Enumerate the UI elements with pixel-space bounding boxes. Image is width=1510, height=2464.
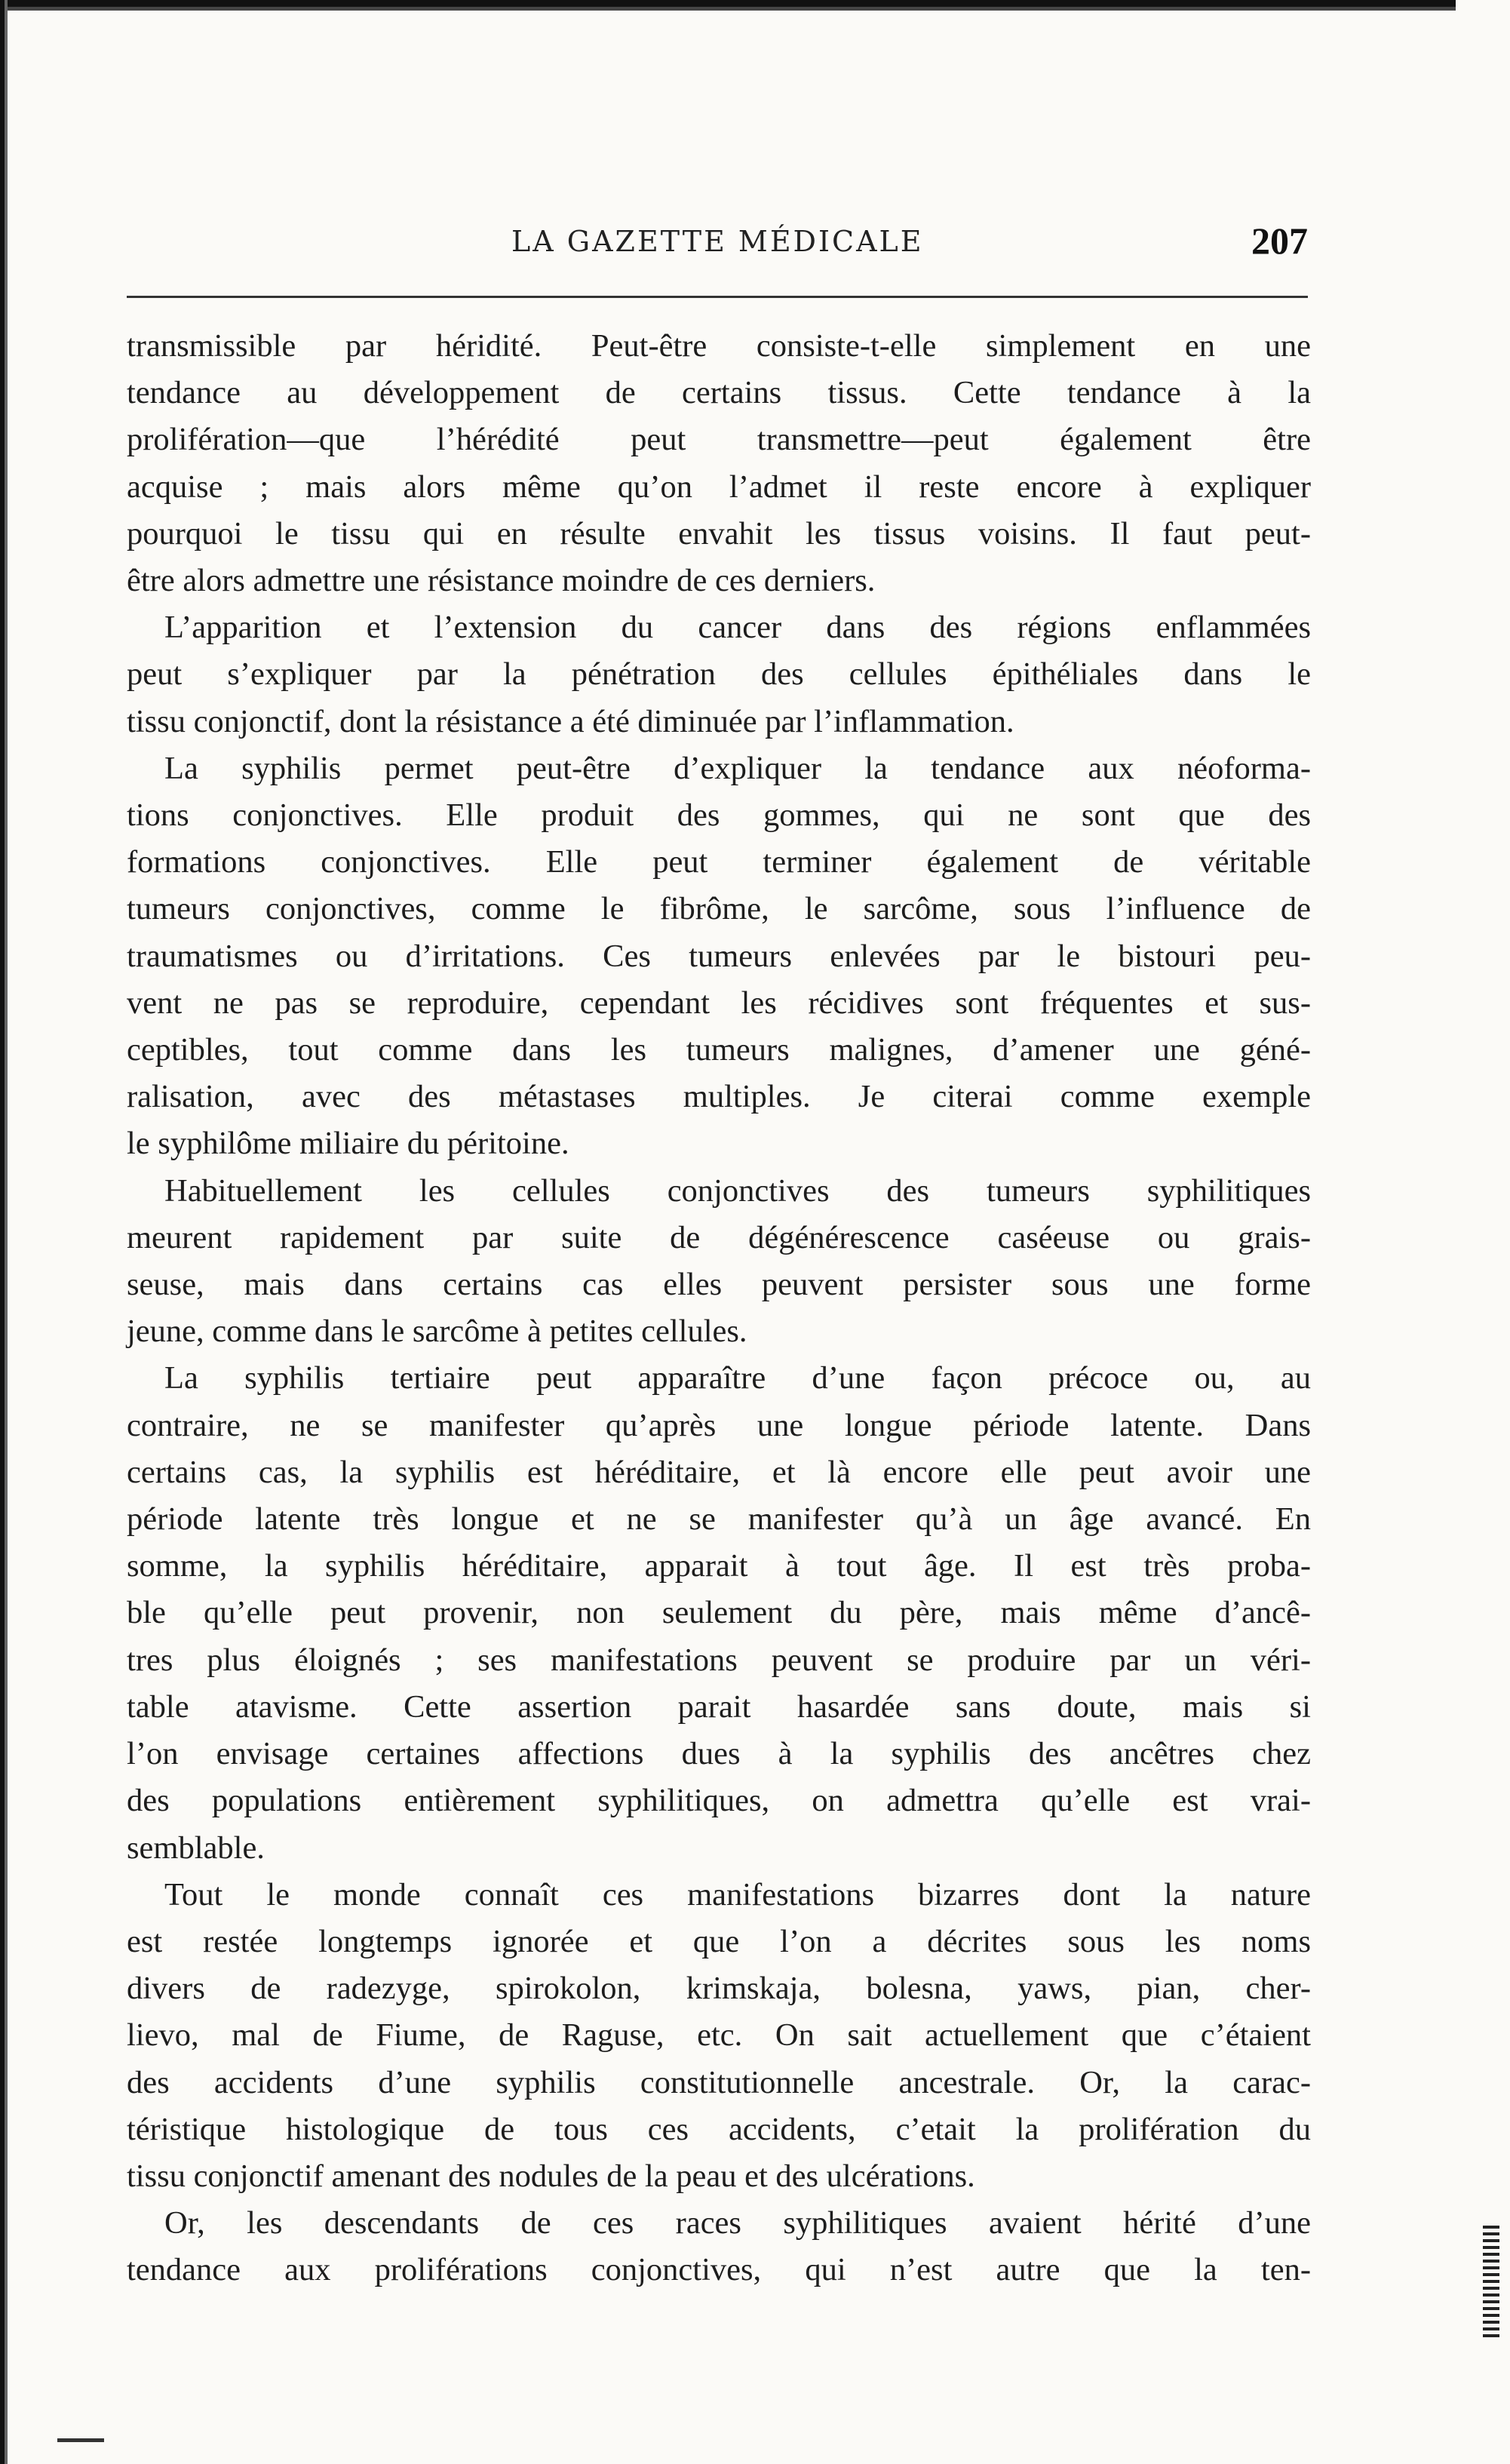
text-line: ceptibles, tout comme dans les tumeurs malignes, d’amener une géné- — [127, 1032, 1311, 1068]
scan-edge-top — [0, 0, 1456, 11]
text-line: peut s’expliquer par la pénétration des cellules épithéliales dans le — [127, 656, 1311, 693]
text-line: somme, la syphilis héréditaire, apparait à tout âge. Il est très proba- — [127, 1548, 1311, 1584]
text-line: vent ne pas se reproduire, cependant les récidives sont fréquentes et sus- — [127, 985, 1311, 1021]
text-line: divers de radezyge, spirokolon, krimskaja, bolesna, yaws, pian, cher- — [127, 1971, 1311, 2007]
text-line: des accidents d’une syphilis constitutionnelle ancestrale. Or, la carac- — [127, 2064, 1311, 2100]
page-number: 207 — [1251, 220, 1308, 262]
body-text — [127, 323, 1311, 2294]
header-rule — [127, 296, 1308, 298]
text-line: le syphilôme miliaire du péritoine. — [127, 1126, 569, 1162]
text-line: être alors admettre une résistance moindre de ces derniers. — [127, 563, 876, 599]
text-line: semblable. — [127, 1830, 265, 1866]
text-line: lievo, mal de Fiume, de Raguse, etc. On sait actuellement que c’étaient — [127, 2017, 1311, 2054]
text-line: meurent rapidement par suite de dégénérescence caséeuse ou grais- — [127, 1219, 1311, 1255]
text-line: seuse, mais dans certains cas elles peuvent persister sous une forme — [127, 1267, 1311, 1303]
text-line: est restée longtemps ignorée et que l’on a décrites sous les noms — [127, 1923, 1311, 1959]
text-line: tissu conjonctif, dont la résistance a été diminuée par l’inflammation. — [127, 703, 1014, 739]
text-line: période latente très longue et ne se manifester qu’à un âge avancé. En — [127, 1501, 1311, 1538]
text-line: tions conjonctives. Elle produit des gommes, qui ne sont que des — [127, 797, 1311, 834]
paragraph-start: Or, les descendants de ces races syphilitiques avaient hérité d’une — [164, 2205, 1311, 2241]
text-line: tissu conjonctif amenant des nodules de la peau et des ulcérations. — [127, 2158, 975, 2194]
text-line: table atavisme. Cette assertion parait hasardée sans doute, mais si — [127, 1688, 1311, 1725]
scan-edge-marks — [1483, 2226, 1499, 2339]
text-line: tendance aux proliférations conjonctives, qui n’est autre que la ten- — [127, 2252, 1311, 2288]
text-line: tres plus éloignés ; ses manifestations peuvent se produire par un véri- — [127, 1642, 1311, 1678]
text-line: des populations entièrement syphilitiques, on admettra qu’elle est vrai- — [127, 1783, 1311, 1819]
text-line: ralisation, avec des métastases multiples. Je citerai comme exemple — [127, 1079, 1311, 1115]
text-line: transmissible par héridité. Peut-être consiste-t-elle simplement en une — [127, 328, 1311, 364]
text-line: téristique histologique de tous ces accidents, c’etait la prolifération du — [127, 2111, 1311, 2147]
text-line: acquise ; mais alors même qu’on l’admet il reste encore à expliquer — [127, 469, 1311, 505]
text-line: tendance au développement de certains tissus. Cette tendance à la — [127, 375, 1311, 411]
text-line: jeune, comme dans le sarcôme à petites cellules. — [127, 1313, 747, 1350]
text-line: contraire, ne se manifester qu’après une longue période latente. Dans — [127, 1407, 1311, 1443]
scan-edge-left — [0, 0, 11, 2464]
text-line: pourquoi le tissu qui en résulte envahit les tissus voisins. Il faut peut- — [127, 515, 1311, 551]
scan-smudge — [57, 2438, 104, 2442]
paragraph-start: La syphilis tertiaire peut apparaître d’une façon précoce ou, au — [164, 1360, 1311, 1396]
text-line: formations conjonctives. Elle peut terminer également de véritable — [127, 844, 1311, 880]
text-line: certains cas, la syphilis est héréditaire, et là encore elle peut avoir une — [127, 1454, 1311, 1490]
paragraph-start: Tout le monde connaît ces manifestations bizarres dont la nature — [164, 1876, 1311, 1913]
text-line: tumeurs conjonctives, comme le fibrôme, le sarcôme, sous l’influence de — [127, 891, 1311, 927]
running-title: LA GAZETTE MÉDICALE — [511, 225, 924, 258]
page-header — [127, 219, 1308, 264]
text-line: ble qu’elle peut provenir, non seulement du père, mais même d’ancê- — [127, 1595, 1311, 1631]
paragraph-start: L’apparition et l’extension du cancer dans des régions enflammées — [164, 610, 1311, 646]
text-line: l’on envisage certaines affections dues à la syphilis des ancêtres chez — [127, 1736, 1311, 1772]
paragraph-start: La syphilis permet peut-être d’expliquer la tendance aux néoforma- — [164, 750, 1311, 786]
text-line: prolifération—que l’hérédité peut transmettre—peut également être — [127, 422, 1311, 458]
paragraph-start: Habituellement les cellules conjonctives des tumeurs syphilitiques — [164, 1172, 1311, 1209]
text-line: traumatismes ou d’irritations. Ces tumeurs enlevées par le bistouri peu- — [127, 938, 1311, 974]
